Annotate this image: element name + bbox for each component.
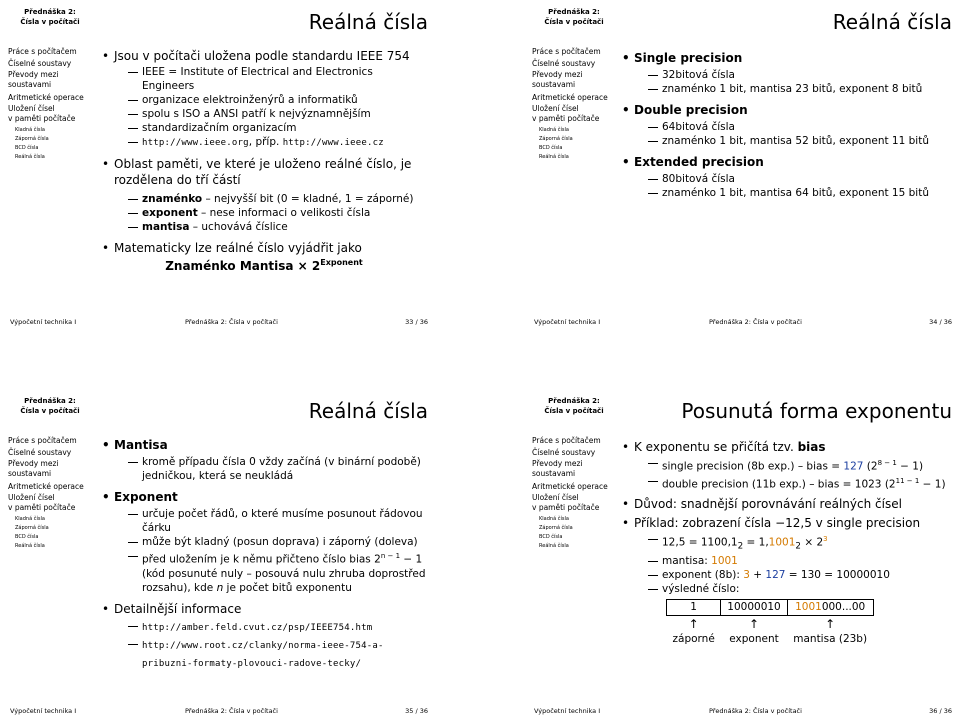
bias-127: 127 [765,568,786,581]
nav-label: Uložení čísel [8,493,55,502]
nav-sub-realna[interactable]: Reálná čísla [15,543,45,549]
nav-sub-kladna[interactable]: Kladná čísla [15,127,45,133]
footer-course: Výpočetní technika I [534,707,601,715]
nav-item-ulozeni[interactable] [8,104,90,124]
sub-item-ex4: výsledné číslo: [620,582,952,596]
nav-item-prevody[interactable] [8,459,90,479]
footer-course: Výpočetní technika I [10,707,77,715]
root-link[interactable] [142,641,384,669]
sub-text: – nese informaci o velikosti čísla [197,207,371,219]
nav-sub-bcd[interactable]: BCD čísla [15,534,39,540]
bullet-text: • Jsou v počítači uložena podle standardu IEEE 754 [114,49,410,63]
nav-label: Uložení čísel [8,104,55,113]
nav-sub-bcd[interactable]: BCD čísla [539,534,563,540]
up-arrow-icon: ↑ [688,616,699,631]
text: − 1) [919,478,946,490]
slide-title: Reálná čísla [308,10,428,34]
slide-title: Reálná čísla [832,10,952,34]
bullet-oblast [100,156,428,188]
nav-label: Převody mezi [8,459,59,468]
nav-sub-bcd[interactable]: BCD čísla [539,145,563,151]
page-number: 33 / 36 [405,318,428,326]
nav-sub-kladna[interactable]: Kladná čísla [539,127,569,133]
sub-text: – uchovává číslice [189,221,288,233]
sub-text: jedničkou, která se neukládá [142,470,294,482]
term: exponent [142,207,198,219]
sidebar-nav [532,435,614,551]
nav-item-prace[interactable]: Práce s počítačem [8,436,77,445]
label-mantisa: mantisa (23b) [793,632,868,645]
slide-33 [0,0,436,330]
nav-sub-kladna[interactable]: Kladná čísla [15,516,45,522]
lecture-number: Přednáška 2: [548,8,600,16]
bullet-text: • Příklad: zobrazení čísla −12,5 v single precision [634,516,921,530]
slide-36 [524,389,960,719]
sidebar-nav [8,46,90,162]
lecture-name: Čísla v počítači [20,407,80,415]
mantisa-bits: 1001 [795,600,822,613]
nav-label: v paměti počítače [532,114,600,123]
formula-exponent: Exponent [320,258,363,267]
nav-sub-zaporna[interactable]: Záporná čísla [539,525,573,531]
nav-label: Uložení čísel [532,104,579,113]
page-number: 34 / 36 [929,318,952,326]
text: K exponentu se přičítá tzv. [634,440,798,454]
nav-item-soustavy[interactable]: Číselné soustavy [8,448,72,457]
slide-title: Posunutá forma exponentu [681,399,952,423]
amber-link[interactable]: http://amber.feld.cvut.cz/psp/IEEE754.htm [142,622,373,633]
nav-sub-zaporna[interactable]: Záporná čísla [539,136,573,142]
link-text: pribuzni-formaty-plovouci-radove-tecky/ [142,658,362,669]
subscript: 2 [795,541,801,552]
lecture-header [524,396,624,416]
bullet-text: • Single precision [634,51,743,65]
up-arrow-icon: ↑ [748,616,760,631]
lecture-name: Čísla v počítači [544,18,604,26]
nav-label: v paměti počítače [8,114,76,123]
bullet-extended [620,154,952,170]
text: 12,5 = 1100,1 [662,536,738,549]
nav-item-ulozeni[interactable] [8,493,90,513]
nav-label: v paměti počítače [532,503,600,512]
nav-item-prevody[interactable] [532,70,614,90]
superscript: 3 [823,535,828,543]
term: bias [797,440,826,454]
page-number: 35 / 36 [405,707,428,715]
nav-label: soustavami [532,80,576,89]
slide-content [100,48,428,273]
slide-35 [0,389,436,719]
text: 000...00 [821,600,866,613]
superscript: 11 − 1 [895,476,920,485]
term: znaménko [142,193,203,205]
lecture-number: Přednáška 2: [24,397,76,405]
sub-item: znaménko 1 bit, mantisa 52 bitů, exponent 11 bitů [620,134,952,148]
superscript: n − 1 [380,552,401,560]
link-text: http://www.root.cz/clanky/norma-ieee-754-a- [142,640,384,651]
bullet-ieee [100,48,428,64]
lecture-header [524,7,624,27]
term: mantisa [142,221,190,233]
sub-item-link [100,637,428,673]
sub-item: znaménko 1 bit, mantisa 23 bitů, exponent 8 bitů [620,82,952,96]
nav-label: v paměti počítače [8,503,76,512]
bullet-text: • Matematicky lze reálné číslo vyjádřit jako [114,241,362,255]
sub-item: spolu s ISO a ANSI patří k nejvýznamnějším [100,107,428,121]
nav-label: Uložení čísel [532,493,579,502]
text: (2 [863,460,878,473]
bits-table [666,599,874,647]
mantisa-bits: 1001 [711,554,738,567]
lecture-name: Čísla v počítači [544,407,604,415]
sub-item-bias [100,549,428,595]
nav-item-aritmetika[interactable]: Aritmetické operace [532,482,608,491]
sign-bit: 1 [667,599,721,615]
nav-label: Převody mezi [532,459,583,468]
bullet-double [620,102,952,118]
sub-text: určuje počet řádů, o které musíme posunout řádovou [142,508,423,520]
bullet-single [620,50,952,66]
footer-lecture: Přednáška 2: Čísla v počítači [185,707,278,715]
bullet-matematicky [100,240,428,256]
lecture-number: Přednáška 2: [24,8,76,16]
nav-sub-realna[interactable]: Reálná čísla [15,154,45,160]
sub-item: IEEE = Institute of Electrical and Electronics Engineers [100,65,428,93]
slide-34 [524,0,960,330]
sub-item-link [100,619,428,637]
nav-sub-kladna[interactable]: Kladná čísla [539,516,569,522]
sub-text: standardizačním organizacím [142,122,297,134]
bullet-detail [100,601,428,617]
nav-sub-zaporna[interactable]: Záporná čísla [15,136,49,142]
bullet-text: • Mantisa [114,438,168,452]
sub-item [100,507,428,535]
bullet-text: • Detailnější informace [114,601,242,616]
lecture-name: Čísla v počítači [20,18,80,26]
formula-base: Znaménko Mantisa × 2 [165,259,321,273]
lecture-header [0,396,100,416]
sub-item: 32bitová čísla [620,68,952,82]
bullet-text: • Oblast paměti, ve které je uloženo reálné číslo, je [114,157,412,171]
nav-label: Převody mezi [532,70,583,79]
sub-text: (kód posunuté nuly – posouvá nulu zhruba doprostřed [142,567,426,580]
labels-row [667,632,874,647]
bullet-mantisa [100,437,428,453]
text: = 1, [743,536,769,549]
bullet-bias [620,439,952,455]
sidebar-nav [8,435,90,551]
sub-item-mantisa [100,220,428,234]
bullet-text: • Exponent [114,490,178,504]
ieee-org-link[interactable]: http://www.ieee.org [142,138,249,148]
sub-item-ex2 [620,554,952,568]
text: exponent (8b): [662,568,744,581]
sub-item-znamenko [100,192,428,206]
nav-item-aritmetika[interactable]: Aritmetické operace [532,93,608,102]
sub-item-cont [100,121,428,135]
nav-item-prevody[interactable] [8,70,90,90]
sub-item-exponent [100,206,428,220]
up-arrow-icon: ↑ [825,616,836,631]
nav-item-aritmetika[interactable]: Aritmetické operace [8,482,84,491]
label-exponent: exponent [729,632,779,645]
sub-item [100,455,428,483]
footer-course: Výpočetní technika I [10,318,77,326]
bits-row [667,599,874,615]
nav-item-prevody[interactable] [532,459,614,479]
mantisa-bits: 1001 [768,536,796,549]
sub-text: − 1 [400,553,423,566]
sub-text: čárku [142,522,171,534]
footer-course: Výpočetní technika I [534,318,601,326]
bullet-text: • Důvod: snadnější porovnávání reálných čísel [634,497,902,511]
nav-sub-realna[interactable]: Reálná čísla [539,543,569,549]
slide-content [100,437,428,673]
sub-text: kromě případu čísla 0 vždy začíná (v binární podobě) [142,456,421,468]
ieee-cz-link[interactable]: http://www.ieee.cz [282,138,384,148]
slide-content [620,439,952,647]
footer [524,703,960,719]
footer [0,703,436,719]
sub-item: 64bitová čísla [620,120,952,134]
nav-label: soustavami [8,469,52,478]
text: × 2 [800,536,824,549]
bias-127: 127 [843,460,864,473]
lecture-header [0,7,100,27]
text: single precision (8b exp.) – bias = [662,460,844,473]
arrows-row [667,615,874,632]
sub-item-dp [620,474,952,492]
nav-label: soustavami [532,469,576,478]
bullet-priklad [620,515,952,531]
text: + [749,568,766,581]
superscript: 8 − 1 [877,459,897,467]
slide-title: Reálná čísla [308,399,428,423]
nav-item-prace[interactable]: Práce s počítačem [532,47,601,56]
nav-item-soustavy[interactable]: Číselné soustavy [532,448,596,457]
bullet-text [634,439,952,455]
sub-item-ex1 [620,532,952,554]
nav-sub-zaporna[interactable]: Záporná čísla [15,525,49,531]
sub-text: – nejvyšší bit (0 = kladné, 1 = záporné) [202,193,414,205]
sidebar-nav [532,46,614,162]
nav-item-prace[interactable]: Práce s počítačem [8,47,77,56]
nav-sub-bcd[interactable]: BCD čísla [15,145,39,151]
lecture-number: Přednáška 2: [548,397,600,405]
nav-item-soustavy[interactable]: Číselné soustavy [8,59,72,68]
sub-item: organizace elektroinženýrů a informatiků [100,93,428,107]
bullet-duvod [620,496,952,512]
page-number: 36 / 36 [929,707,952,715]
text: − 1) [896,460,924,473]
bullet-text: • Extended precision [634,155,764,169]
sub-item-links [100,135,428,150]
label-sign: záporné [672,632,715,645]
mant-bits [787,599,873,615]
footer [0,314,436,330]
exp-3: 3 [743,568,750,581]
formula [100,258,428,273]
text: double precision (11b exp.) – bias = 1023 (2 [662,478,896,490]
nav-item-ulozeni[interactable] [532,104,614,124]
sub-item: 80bitová čísla [620,172,952,186]
sub-item: může být kladný (posun doprava) i záporný (doleva) [100,535,428,549]
bullet-text: • Double precision [634,103,748,117]
footer-lecture: Přednáška 2: Čísla v počítači [709,707,802,715]
sub-text: rozsahu), kde [142,581,217,594]
text: mantisa: [662,554,712,567]
sub-text: před uložením je k němu přičteno číslo bias 2 [142,553,381,566]
nav-item-ulozeni[interactable] [532,493,614,513]
nav-item-prace[interactable]: Práce s počítačem [532,436,601,445]
nav-label: Převody mezi [8,70,59,79]
nav-item-soustavy[interactable]: Číselné soustavy [532,59,596,68]
footer-lecture: Přednáška 2: Čísla v počítači [709,318,802,326]
sub-item: znaménko 1 bit, mantisa 64 bitů, exponent 15 bitů [620,186,952,200]
footer-lecture: Přednáška 2: Čísla v počítači [185,318,278,326]
nav-item-aritmetika[interactable]: Aritmetické operace [8,93,84,102]
sub-text: , příp. [248,136,283,148]
nav-label: soustavami [8,80,52,89]
slide-content [620,50,952,200]
bullet-exponent [100,489,428,505]
sub-item-sp [620,456,952,474]
exp-bits: 10000010 [721,599,787,615]
sub-item-ex3 [620,568,952,582]
footer [524,314,960,330]
bullet-text: rozdělena do tří částí [114,173,241,187]
text: = 130 = 10000010 [785,568,890,581]
nav-sub-realna[interactable]: Reálná čísla [539,154,569,160]
sub-text: je počet bitů exponentu [223,581,352,594]
var-n: n [216,581,224,594]
subscript: 2 [737,541,744,552]
